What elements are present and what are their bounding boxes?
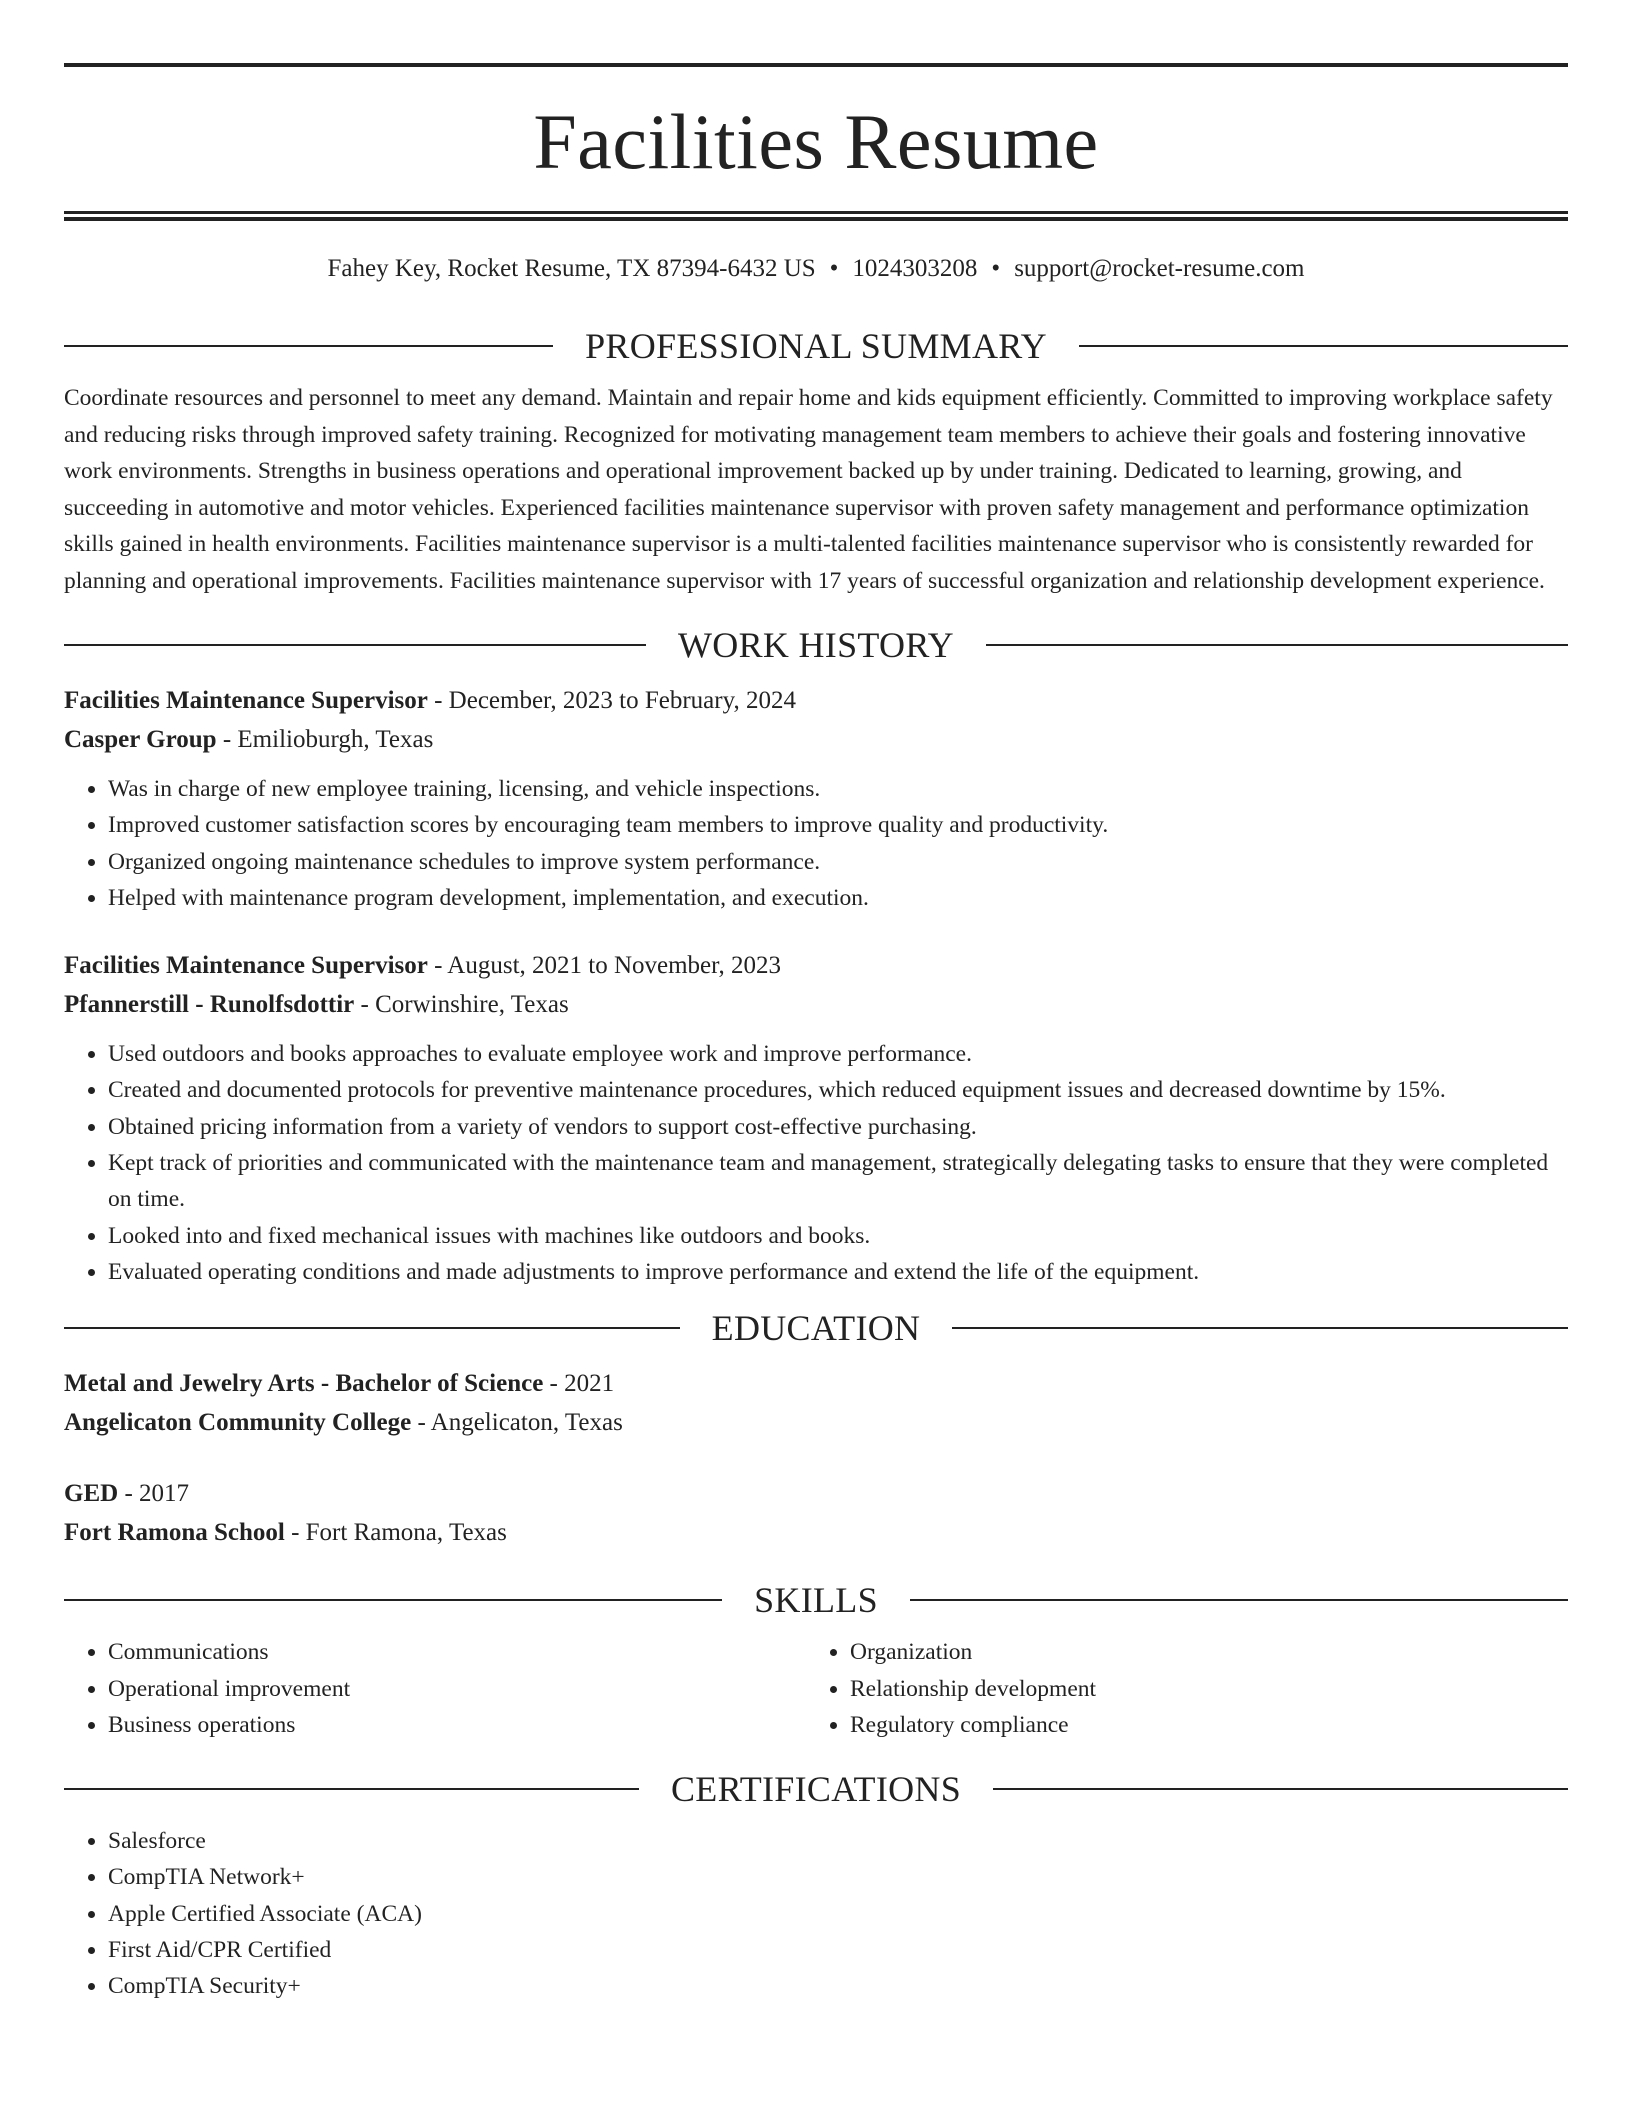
degree-year: - 2017 (118, 1480, 190, 1508)
degree: Metal and Jewelry Arts - Bachelor of Science (64, 1370, 544, 1398)
divider (64, 345, 553, 347)
title-double-rule (64, 211, 1568, 221)
job-company-line (64, 985, 1568, 1024)
job-company-line (64, 720, 1568, 759)
section-title: WORK HISTORY (678, 625, 954, 665)
separator-dot: • (829, 255, 839, 282)
certifications-bullets (64, 1823, 1568, 2004)
contact-line (64, 256, 1568, 281)
section-heading-summary (64, 328, 1568, 364)
section-title: EDUCATION (711, 1308, 921, 1349)
degree-line (64, 1474, 1568, 1513)
skills-column-right (806, 1634, 1548, 1743)
section-title: CERTIFICATIONS (670, 1769, 962, 1810)
list-item: • Operational improvement (108, 1671, 806, 1707)
divider (910, 1599, 1568, 1601)
skills-column-left (64, 1634, 806, 1743)
job-bullets (64, 771, 1568, 916)
education-entry (64, 1364, 1568, 1442)
job-dates: - December, 2023 to February, 2024 (427, 687, 796, 714)
list-item: • Organized ongoing maintenance schedules to improve system performance. (108, 844, 1568, 880)
divider (1079, 345, 1568, 347)
divider (64, 1788, 639, 1790)
section-heading-education (64, 1308, 1568, 1349)
email: support@rocket-resume.com (1014, 255, 1305, 282)
list-item: • Looked into and fixed mechanical issues with machines like outdoors and books. (108, 1218, 1568, 1254)
skills-grid (64, 1634, 1568, 1743)
list-item: • Kept track of priorities and communicated with the maintenance team and management, strategically delegating tasks to ensure that they were completed on time. (108, 1145, 1568, 1218)
divider (993, 1788, 1568, 1790)
list-item: • Helped with maintenance program development, implementation, and execution. (108, 880, 1568, 916)
school-location: - Fort Ramona, Texas (284, 1519, 507, 1547)
school-location: - Angelicaton, Texas (411, 1409, 623, 1437)
divider (64, 1327, 680, 1329)
divider (64, 644, 646, 646)
list-item: • Organization (850, 1634, 1548, 1670)
list-item: • Business operations (108, 1707, 806, 1743)
job-company: Pfannerstill - Runolfsdottir (64, 991, 355, 1019)
education-list (64, 1364, 1568, 1552)
school-line (64, 1513, 1568, 1552)
address: Fahey Key, Rocket Resume, TX 87394-6432 US (327, 255, 816, 282)
list-item: • Evaluated operating conditions and made adjustments to improve performance and extend the life of the equipment. (108, 1254, 1568, 1290)
degree-line (64, 1364, 1568, 1403)
list-item: • Improved customer satisfaction scores by encouraging team members to improve quality and productivity. (108, 807, 1568, 843)
list-item: • Obtained pricing information from a variety of vendors to support cost-effective purchasing. (108, 1109, 1568, 1145)
list-item: • CompTIA Security+ (108, 1968, 1568, 2004)
job-title: Facilities Maintenance Supervisor (64, 952, 428, 980)
job-bullets (64, 1036, 1568, 1290)
phone: 1024303208 (852, 255, 978, 282)
list-item: • Created and documented protocols for preventive maintenance procedures, which reduced equipment issues and decreased downtime by 15%. (108, 1072, 1568, 1108)
list-item: • CompTIA Network+ (108, 1859, 1568, 1895)
section-title: PROFESSIONAL SUMMARY (585, 326, 1047, 366)
section-heading-work (64, 627, 1568, 663)
school-line (64, 1403, 1568, 1442)
section-heading-certifications (64, 1769, 1568, 1810)
summary-text: Coordinate resources and personnel to meet any demand. Maintain and repair home and kids equipment efficiently. Committed to improving workplace safety and reducing risks through improved safety training. Recognized for motivating management team members to achieve their goals and fostering innovative work environments. Strengths in business operations and operational improvement backed up by under training. Dedicated to learning, growing, and succeeding in automotive and motor vehicles. Experienced facilities maintenance supervisor with proven safety management and performance optimization skills gained in health environments. Facilities maintenance supervisor is a multi-talented facilities maintenance supervisor who is consistently rewarded for planning and operational improvements. Facilities maintenance supervisor with 17 years of successful organization and relationship development experience. (64, 385, 1553, 594)
job-title-line (64, 681, 1568, 720)
divider (952, 1327, 1568, 1329)
resume-page (64, 0, 1568, 2005)
list-item: • Used outdoors and books approaches to evaluate employee work and improve performance. (108, 1036, 1568, 1072)
job-title-line (64, 946, 1568, 985)
school: Fort Ramona School (64, 1519, 285, 1547)
section-title: SKILLS (754, 1580, 878, 1621)
list-item: • Regulatory compliance (850, 1707, 1548, 1743)
job-dates: - August, 2021 to November, 2023 (427, 952, 781, 980)
degree-year: - 2021 (543, 1370, 615, 1398)
certifications-list (64, 1823, 1568, 2004)
page-title: Facilities Resume (533, 98, 1099, 185)
education-entry (64, 1474, 1568, 1552)
section-heading-skills (64, 1580, 1568, 1621)
list-item: • Salesforce (108, 1823, 1568, 1859)
job-location: - Emilioburgh, Texas (216, 726, 434, 753)
divider (64, 1599, 722, 1601)
job-entry (64, 946, 1568, 1290)
school: Angelicaton Community College (64, 1409, 412, 1437)
work-history-list (64, 681, 1568, 1290)
list-item: • Apple Certified Associate (ACA) (108, 1896, 1568, 1932)
degree: GED (64, 1480, 119, 1508)
list-item: • Was in charge of new employee training, licensing, and vehicle inspections. (108, 771, 1568, 807)
job-company: Casper Group (64, 726, 217, 753)
list-item: • Relationship development (850, 1671, 1548, 1707)
list-item: • First Aid/CPR Certified (108, 1932, 1568, 1968)
top-rule (64, 63, 1568, 67)
list-item: • Communications (108, 1634, 806, 1670)
divider (986, 644, 1568, 646)
job-location: - Corwinshire, Texas (354, 991, 569, 1019)
job-title: Facilities Maintenance Supervisor (64, 687, 428, 714)
job-entry (64, 681, 1568, 916)
separator-dot: • (991, 255, 1001, 282)
